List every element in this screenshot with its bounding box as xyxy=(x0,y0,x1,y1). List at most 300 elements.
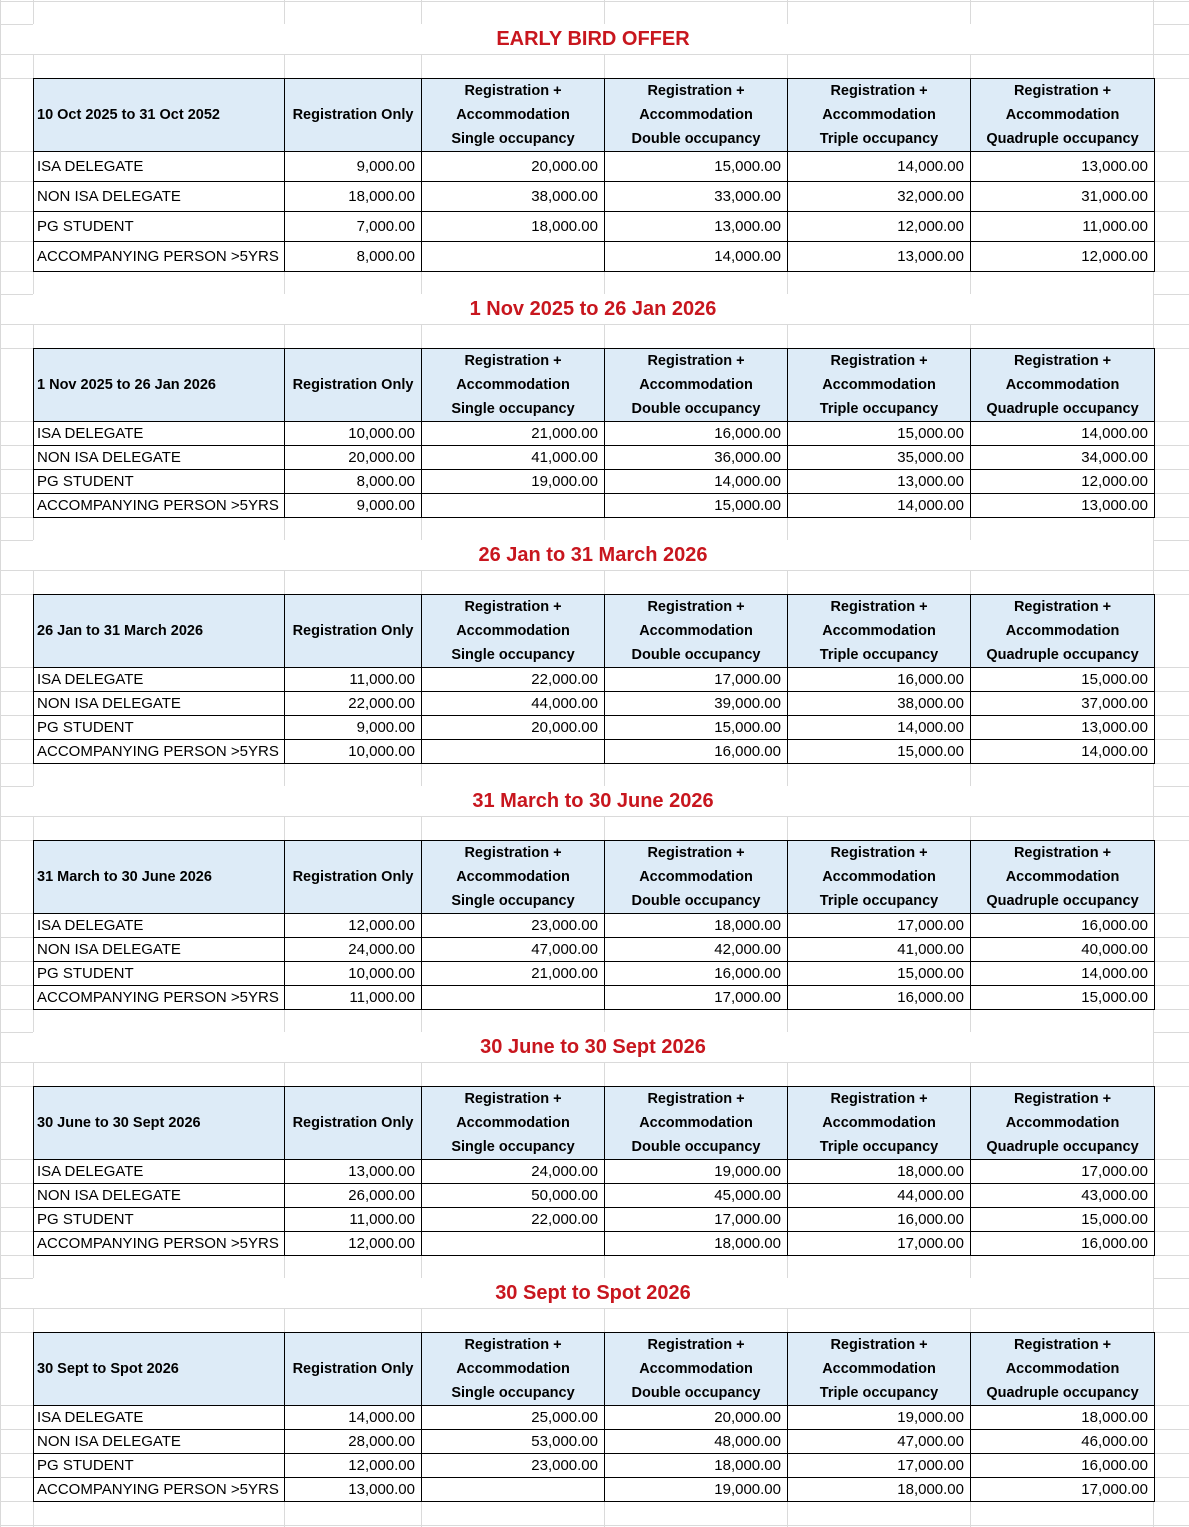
triple-occupancy-header xyxy=(788,79,971,152)
single-occupancy-cell: 20,000.00 xyxy=(422,152,605,182)
double-occupancy-cell: 48,000.00 xyxy=(605,1430,788,1454)
table-row xyxy=(34,1454,1155,1478)
double-occupancy-header xyxy=(605,595,788,668)
table-row xyxy=(34,740,1155,764)
triple-occupancy-header xyxy=(788,349,971,422)
section-title: 26 Jan to 31 March 2026 xyxy=(33,540,1153,570)
quadruple-occupancy-cell: 16,000.00 xyxy=(971,914,1155,938)
table-row xyxy=(34,494,1155,518)
header-line: Accommodation xyxy=(822,1115,936,1131)
header-line: Single occupancy xyxy=(451,401,575,417)
header-line: Quadruple occupancy xyxy=(986,1385,1139,1401)
registration-only-cell: 10,000.00 xyxy=(285,740,422,764)
quadruple-occupancy-cell: 40,000.00 xyxy=(971,938,1155,962)
double-occupancy-cell: 36,000.00 xyxy=(605,446,788,470)
triple-occupancy-cell: 16,000.00 xyxy=(788,668,971,692)
category-cell: PG STUDENT xyxy=(34,1208,285,1232)
registration-only-cell: 9,000.00 xyxy=(285,494,422,518)
registration-only-cell: 12,000.00 xyxy=(285,1454,422,1478)
double-occupancy-cell: 19,000.00 xyxy=(605,1160,788,1184)
triple-occupancy-header xyxy=(788,1087,971,1160)
registration-only-cell: 12,000.00 xyxy=(285,914,422,938)
section-title: 1 Nov 2025 to 26 Jan 2026 xyxy=(33,294,1153,324)
registration-only-cell: 24,000.00 xyxy=(285,938,422,962)
table-row xyxy=(34,668,1155,692)
header-line: Accommodation xyxy=(456,377,570,393)
period-header: 1 Nov 2025 to 26 Jan 2026 xyxy=(34,349,285,422)
table-row xyxy=(34,1232,1155,1256)
quadruple-occupancy-cell: 15,000.00 xyxy=(971,668,1155,692)
header-row xyxy=(34,595,1155,668)
triple-occupancy-cell: 18,000.00 xyxy=(788,1160,971,1184)
double-occupancy-cell: 13,000.00 xyxy=(605,212,788,242)
category-cell: NON ISA DELEGATE xyxy=(34,692,285,716)
triple-occupancy-cell: 32,000.00 xyxy=(788,182,971,212)
category-cell: NON ISA DELEGATE xyxy=(34,446,285,470)
table-row xyxy=(34,1160,1155,1184)
header-line: Accommodation xyxy=(456,1115,570,1131)
header-line: Registration + xyxy=(464,1337,562,1353)
registration-only-cell: 20,000.00 xyxy=(285,446,422,470)
table-row xyxy=(34,962,1155,986)
header-line: Accommodation xyxy=(822,1361,936,1377)
grid-hline xyxy=(0,54,1189,55)
category-cell: PG STUDENT xyxy=(34,212,285,242)
table-row xyxy=(34,1208,1155,1232)
triple-occupancy-cell: 41,000.00 xyxy=(788,938,971,962)
quadruple-occupancy-cell: 37,000.00 xyxy=(971,692,1155,716)
quadruple-occupancy-header xyxy=(971,595,1155,668)
category-cell: ISA DELEGATE xyxy=(34,1160,285,1184)
triple-occupancy-cell: 44,000.00 xyxy=(788,1184,971,1208)
single-occupancy-cell: 20,000.00 xyxy=(422,716,605,740)
double-occupancy-cell: 19,000.00 xyxy=(605,1478,788,1502)
registration-only-header: Registration Only xyxy=(285,841,422,914)
category-cell: ACCOMPANYING PERSON >5YRS xyxy=(34,242,285,272)
single-occupancy-cell: 21,000.00 xyxy=(422,962,605,986)
header-row xyxy=(34,841,1155,914)
triple-occupancy-cell: 17,000.00 xyxy=(788,1232,971,1256)
quadruple-occupancy-header xyxy=(971,1087,1155,1160)
header-line: Accommodation xyxy=(1005,1115,1120,1131)
section-title: 30 Sept to Spot 2026 xyxy=(33,1278,1153,1308)
header-line: Accommodation xyxy=(1005,1361,1120,1377)
category-cell: NON ISA DELEGATE xyxy=(34,1430,285,1454)
header-line: Quadruple occupancy xyxy=(986,1139,1139,1155)
header-line: Quadruple occupancy xyxy=(986,131,1139,147)
header-row xyxy=(34,1087,1155,1160)
header-line: Accommodation xyxy=(639,1361,753,1377)
single-occupancy-cell: 50,000.00 xyxy=(422,1184,605,1208)
table-row xyxy=(34,182,1155,212)
category-cell: ISA DELEGATE xyxy=(34,914,285,938)
grid-hline xyxy=(0,1062,1189,1063)
header-line: Registration + xyxy=(1013,845,1112,861)
section-title: 30 June to 30 Sept 2026 xyxy=(33,1032,1153,1062)
header-line: Registration + xyxy=(464,83,562,99)
triple-occupancy-cell: 13,000.00 xyxy=(788,470,971,494)
category-cell: NON ISA DELEGATE xyxy=(34,1184,285,1208)
registration-only-cell: 8,000.00 xyxy=(285,470,422,494)
single-occupancy-cell: 23,000.00 xyxy=(422,914,605,938)
period-header: 30 Sept to Spot 2026 xyxy=(34,1333,285,1406)
quadruple-occupancy-cell: 16,000.00 xyxy=(971,1232,1155,1256)
period-header: 10 Oct 2025 to 31 Oct 2052 xyxy=(34,79,285,152)
triple-occupancy-cell: 17,000.00 xyxy=(788,1454,971,1478)
double-occupancy-cell: 16,000.00 xyxy=(605,422,788,446)
header-line: Registration + xyxy=(830,353,928,369)
single-occupancy-cell: 23,000.00 xyxy=(422,1454,605,1478)
quadruple-occupancy-cell: 15,000.00 xyxy=(971,1208,1155,1232)
quadruple-occupancy-header xyxy=(971,79,1155,152)
category-cell: NON ISA DELEGATE xyxy=(34,938,285,962)
period-header: 31 March to 30 June 2026 xyxy=(34,841,285,914)
header-line: Quadruple occupancy xyxy=(986,401,1139,417)
table-row xyxy=(34,212,1155,242)
triple-occupancy-cell: 35,000.00 xyxy=(788,446,971,470)
header-line: Double occupancy xyxy=(631,1385,761,1401)
single-occupancy-cell: 21,000.00 xyxy=(422,422,605,446)
rate-table xyxy=(33,78,1155,272)
double-occupancy-cell: 20,000.00 xyxy=(605,1406,788,1430)
header-line: Registration + xyxy=(1013,1337,1112,1353)
single-occupancy-cell: 38,000.00 xyxy=(422,182,605,212)
double-occupancy-cell: 18,000.00 xyxy=(605,1454,788,1478)
table-row xyxy=(34,470,1155,494)
registration-only-cell: 22,000.00 xyxy=(285,692,422,716)
triple-occupancy-header xyxy=(788,1333,971,1406)
header-line: Registration + xyxy=(464,1091,562,1107)
header-line: Registration + xyxy=(1013,1091,1112,1107)
registration-only-cell: 9,000.00 xyxy=(285,716,422,740)
header-line: Double occupancy xyxy=(631,647,761,663)
triple-occupancy-header xyxy=(788,595,971,668)
header-line: Registration + xyxy=(830,599,928,615)
registration-only-cell: 12,000.00 xyxy=(285,1232,422,1256)
double-occupancy-cell: 18,000.00 xyxy=(605,1232,788,1256)
header-line: Quadruple occupancy xyxy=(986,893,1139,909)
table-row xyxy=(34,986,1155,1010)
category-cell: ISA DELEGATE xyxy=(34,668,285,692)
table-row xyxy=(34,692,1155,716)
period-header: 30 June to 30 Sept 2026 xyxy=(34,1087,285,1160)
period-header: 26 Jan to 31 March 2026 xyxy=(34,595,285,668)
quadruple-occupancy-cell: 11,000.00 xyxy=(971,212,1155,242)
table-row xyxy=(34,1430,1155,1454)
single-occupancy-header xyxy=(422,349,605,422)
double-occupancy-cell: 18,000.00 xyxy=(605,914,788,938)
registration-only-cell: 10,000.00 xyxy=(285,422,422,446)
grid-hline xyxy=(0,1525,1189,1526)
header-row xyxy=(34,79,1155,152)
quadruple-occupancy-cell: 34,000.00 xyxy=(971,446,1155,470)
rate-table xyxy=(33,1086,1155,1256)
grid-hline xyxy=(0,324,1189,325)
double-occupancy-cell: 17,000.00 xyxy=(605,986,788,1010)
quadruple-occupancy-cell: 17,000.00 xyxy=(971,1478,1155,1502)
header-line: Accommodation xyxy=(1005,623,1120,639)
header-line: Registration + xyxy=(647,1091,745,1107)
table-row xyxy=(34,1406,1155,1430)
category-cell: PG STUDENT xyxy=(34,1454,285,1478)
header-line: Accommodation xyxy=(1005,869,1120,885)
quadruple-occupancy-cell: 15,000.00 xyxy=(971,986,1155,1010)
registration-only-header: Registration Only xyxy=(285,1087,422,1160)
header-line: Accommodation xyxy=(639,107,753,123)
registration-only-header: Registration Only xyxy=(285,79,422,152)
header-line: Registration + xyxy=(830,1091,928,1107)
registration-only-header: Registration Only xyxy=(285,1333,422,1406)
double-occupancy-cell: 15,000.00 xyxy=(605,716,788,740)
quadruple-occupancy-cell: 16,000.00 xyxy=(971,1454,1155,1478)
triple-occupancy-header xyxy=(788,841,971,914)
single-occupancy-cell xyxy=(422,986,605,1010)
quadruple-occupancy-cell: 12,000.00 xyxy=(971,470,1155,494)
registration-only-header: Registration Only xyxy=(285,595,422,668)
registration-only-cell: 7,000.00 xyxy=(285,212,422,242)
grid-hline xyxy=(0,1,1189,2)
table-row xyxy=(34,914,1155,938)
quadruple-occupancy-cell: 14,000.00 xyxy=(971,962,1155,986)
table-row xyxy=(34,716,1155,740)
single-occupancy-header xyxy=(422,1333,605,1406)
rate-table xyxy=(33,594,1155,764)
header-line: Registration + xyxy=(647,599,745,615)
table-row xyxy=(34,242,1155,272)
table-row xyxy=(34,938,1155,962)
double-occupancy-header xyxy=(605,841,788,914)
triple-occupancy-cell: 14,000.00 xyxy=(788,716,971,740)
quadruple-occupancy-cell: 12,000.00 xyxy=(971,242,1155,272)
header-row xyxy=(34,349,1155,422)
header-line: Accommodation xyxy=(639,377,753,393)
registration-only-header: Registration Only xyxy=(285,349,422,422)
table-row xyxy=(34,1478,1155,1502)
category-cell: ISA DELEGATE xyxy=(34,1406,285,1430)
quadruple-occupancy-cell: 14,000.00 xyxy=(971,740,1155,764)
category-cell: ACCOMPANYING PERSON >5YRS xyxy=(34,1232,285,1256)
triple-occupancy-cell: 17,000.00 xyxy=(788,914,971,938)
header-line: Triple occupancy xyxy=(819,1385,939,1401)
category-cell: ACCOMPANYING PERSON >5YRS xyxy=(34,740,285,764)
registration-only-cell: 13,000.00 xyxy=(285,1160,422,1184)
grid-hline xyxy=(0,816,1189,817)
table-row xyxy=(34,446,1155,470)
registration-only-cell: 10,000.00 xyxy=(285,962,422,986)
rate-table xyxy=(33,348,1155,518)
header-line: Quadruple occupancy xyxy=(986,647,1139,663)
double-occupancy-cell: 42,000.00 xyxy=(605,938,788,962)
registration-only-cell: 8,000.00 xyxy=(285,242,422,272)
grid-hline xyxy=(0,1308,1189,1309)
header-row xyxy=(34,1333,1155,1406)
header-line: Registration + xyxy=(1013,599,1112,615)
header-line: Registration + xyxy=(647,83,745,99)
double-occupancy-cell: 17,000.00 xyxy=(605,668,788,692)
quadruple-occupancy-cell: 31,000.00 xyxy=(971,182,1155,212)
single-occupancy-cell: 22,000.00 xyxy=(422,668,605,692)
header-line: Registration + xyxy=(830,1337,928,1353)
double-occupancy-cell: 33,000.00 xyxy=(605,182,788,212)
category-cell: ACCOMPANYING PERSON >5YRS xyxy=(34,494,285,518)
quadruple-occupancy-cell: 18,000.00 xyxy=(971,1406,1155,1430)
header-line: Accommodation xyxy=(822,869,936,885)
single-occupancy-cell: 19,000.00 xyxy=(422,470,605,494)
header-line: Single occupancy xyxy=(451,1139,575,1155)
header-line: Triple occupancy xyxy=(819,131,939,147)
header-line: Accommodation xyxy=(639,869,753,885)
header-line: Registration + xyxy=(464,599,562,615)
header-line: Accommodation xyxy=(822,623,936,639)
double-occupancy-cell: 14,000.00 xyxy=(605,470,788,494)
header-line: Accommodation xyxy=(822,107,936,123)
header-line: Accommodation xyxy=(1005,377,1120,393)
triple-occupancy-cell: 14,000.00 xyxy=(788,494,971,518)
header-line: Triple occupancy xyxy=(819,893,939,909)
registration-only-cell: 26,000.00 xyxy=(285,1184,422,1208)
header-line: Accommodation xyxy=(639,623,753,639)
header-line: Accommodation xyxy=(456,623,570,639)
quadruple-occupancy-header xyxy=(971,349,1155,422)
rate-table xyxy=(33,840,1155,1010)
registration-only-cell: 9,000.00 xyxy=(285,152,422,182)
quadruple-occupancy-header xyxy=(971,841,1155,914)
triple-occupancy-cell: 15,000.00 xyxy=(788,422,971,446)
header-line: Registration + xyxy=(1013,353,1112,369)
registration-only-cell: 28,000.00 xyxy=(285,1430,422,1454)
quadruple-occupancy-cell: 13,000.00 xyxy=(971,494,1155,518)
single-occupancy-header xyxy=(422,595,605,668)
triple-occupancy-cell: 18,000.00 xyxy=(788,1478,971,1502)
single-occupancy-header xyxy=(422,1087,605,1160)
double-occupancy-header xyxy=(605,79,788,152)
registration-only-cell: 11,000.00 xyxy=(285,986,422,1010)
category-cell: PG STUDENT xyxy=(34,716,285,740)
quadruple-occupancy-cell: 46,000.00 xyxy=(971,1430,1155,1454)
category-cell: ISA DELEGATE xyxy=(34,152,285,182)
header-line: Registration + xyxy=(1013,83,1112,99)
single-occupancy-cell: 24,000.00 xyxy=(422,1160,605,1184)
category-cell: PG STUDENT xyxy=(34,962,285,986)
header-line: Registration + xyxy=(647,353,745,369)
triple-occupancy-cell: 15,000.00 xyxy=(788,740,971,764)
registration-only-cell: 11,000.00 xyxy=(285,668,422,692)
category-cell: PG STUDENT xyxy=(34,470,285,494)
registration-only-cell: 14,000.00 xyxy=(285,1406,422,1430)
registration-only-cell: 11,000.00 xyxy=(285,1208,422,1232)
single-occupancy-cell: 44,000.00 xyxy=(422,692,605,716)
header-line: Single occupancy xyxy=(451,893,575,909)
triple-occupancy-cell: 13,000.00 xyxy=(788,242,971,272)
quadruple-occupancy-header xyxy=(971,1333,1155,1406)
single-occupancy-header xyxy=(422,79,605,152)
header-line: Single occupancy xyxy=(451,647,575,663)
header-line: Single occupancy xyxy=(451,1385,575,1401)
header-line: Accommodation xyxy=(456,869,570,885)
triple-occupancy-cell: 14,000.00 xyxy=(788,152,971,182)
single-occupancy-cell: 53,000.00 xyxy=(422,1430,605,1454)
header-line: Registration + xyxy=(464,353,562,369)
header-line: Double occupancy xyxy=(631,131,761,147)
header-line: Accommodation xyxy=(456,1361,570,1377)
double-occupancy-cell: 15,000.00 xyxy=(605,494,788,518)
double-occupancy-cell: 14,000.00 xyxy=(605,242,788,272)
single-occupancy-cell xyxy=(422,1478,605,1502)
double-occupancy-cell: 39,000.00 xyxy=(605,692,788,716)
quadruple-occupancy-cell: 43,000.00 xyxy=(971,1184,1155,1208)
header-line: Accommodation xyxy=(456,107,570,123)
registration-only-cell: 13,000.00 xyxy=(285,1478,422,1502)
category-cell: NON ISA DELEGATE xyxy=(34,182,285,212)
rate-table xyxy=(33,1332,1155,1502)
category-cell: ACCOMPANYING PERSON >5YRS xyxy=(34,986,285,1010)
double-occupancy-cell: 45,000.00 xyxy=(605,1184,788,1208)
header-line: Registration + xyxy=(647,845,745,861)
triple-occupancy-cell: 16,000.00 xyxy=(788,1208,971,1232)
triple-occupancy-cell: 38,000.00 xyxy=(788,692,971,716)
header-line: Accommodation xyxy=(1005,107,1120,123)
section-title: EARLY BIRD OFFER xyxy=(33,24,1153,54)
header-line: Registration + xyxy=(464,845,562,861)
triple-occupancy-cell: 16,000.00 xyxy=(788,986,971,1010)
double-occupancy-cell: 15,000.00 xyxy=(605,152,788,182)
double-occupancy-header xyxy=(605,1333,788,1406)
header-line: Triple occupancy xyxy=(819,647,939,663)
single-occupancy-cell: 41,000.00 xyxy=(422,446,605,470)
single-occupancy-cell xyxy=(422,740,605,764)
registration-only-cell: 18,000.00 xyxy=(285,182,422,212)
header-line: Triple occupancy xyxy=(819,401,939,417)
quadruple-occupancy-cell: 14,000.00 xyxy=(971,422,1155,446)
table-row xyxy=(34,152,1155,182)
header-line: Accommodation xyxy=(639,1115,753,1131)
double-occupancy-cell: 17,000.00 xyxy=(605,1208,788,1232)
header-line: Accommodation xyxy=(822,377,936,393)
section-title: 31 March to 30 June 2026 xyxy=(33,786,1153,816)
double-occupancy-cell: 16,000.00 xyxy=(605,740,788,764)
header-line: Double occupancy xyxy=(631,401,761,417)
single-occupancy-cell xyxy=(422,494,605,518)
header-line: Double occupancy xyxy=(631,1139,761,1155)
quadruple-occupancy-cell: 13,000.00 xyxy=(971,152,1155,182)
single-occupancy-cell: 22,000.00 xyxy=(422,1208,605,1232)
triple-occupancy-cell: 47,000.00 xyxy=(788,1430,971,1454)
double-occupancy-cell: 16,000.00 xyxy=(605,962,788,986)
table-row xyxy=(34,1184,1155,1208)
header-line: Registration + xyxy=(830,845,928,861)
grid-hline xyxy=(0,570,1189,571)
quadruple-occupancy-cell: 13,000.00 xyxy=(971,716,1155,740)
triple-occupancy-cell: 15,000.00 xyxy=(788,962,971,986)
header-line: Single occupancy xyxy=(451,131,575,147)
header-line: Registration + xyxy=(830,83,928,99)
header-line: Triple occupancy xyxy=(819,1139,939,1155)
double-occupancy-header xyxy=(605,349,788,422)
quadruple-occupancy-cell: 17,000.00 xyxy=(971,1160,1155,1184)
single-occupancy-cell: 47,000.00 xyxy=(422,938,605,962)
triple-occupancy-cell: 12,000.00 xyxy=(788,212,971,242)
single-occupancy-header xyxy=(422,841,605,914)
header-line: Registration + xyxy=(647,1337,745,1353)
double-occupancy-header xyxy=(605,1087,788,1160)
table-row xyxy=(34,422,1155,446)
triple-occupancy-cell: 19,000.00 xyxy=(788,1406,971,1430)
header-line: Double occupancy xyxy=(631,893,761,909)
single-occupancy-cell xyxy=(422,242,605,272)
category-cell: ISA DELEGATE xyxy=(34,422,285,446)
category-cell: ACCOMPANYING PERSON >5YRS xyxy=(34,1478,285,1502)
single-occupancy-cell: 25,000.00 xyxy=(422,1406,605,1430)
